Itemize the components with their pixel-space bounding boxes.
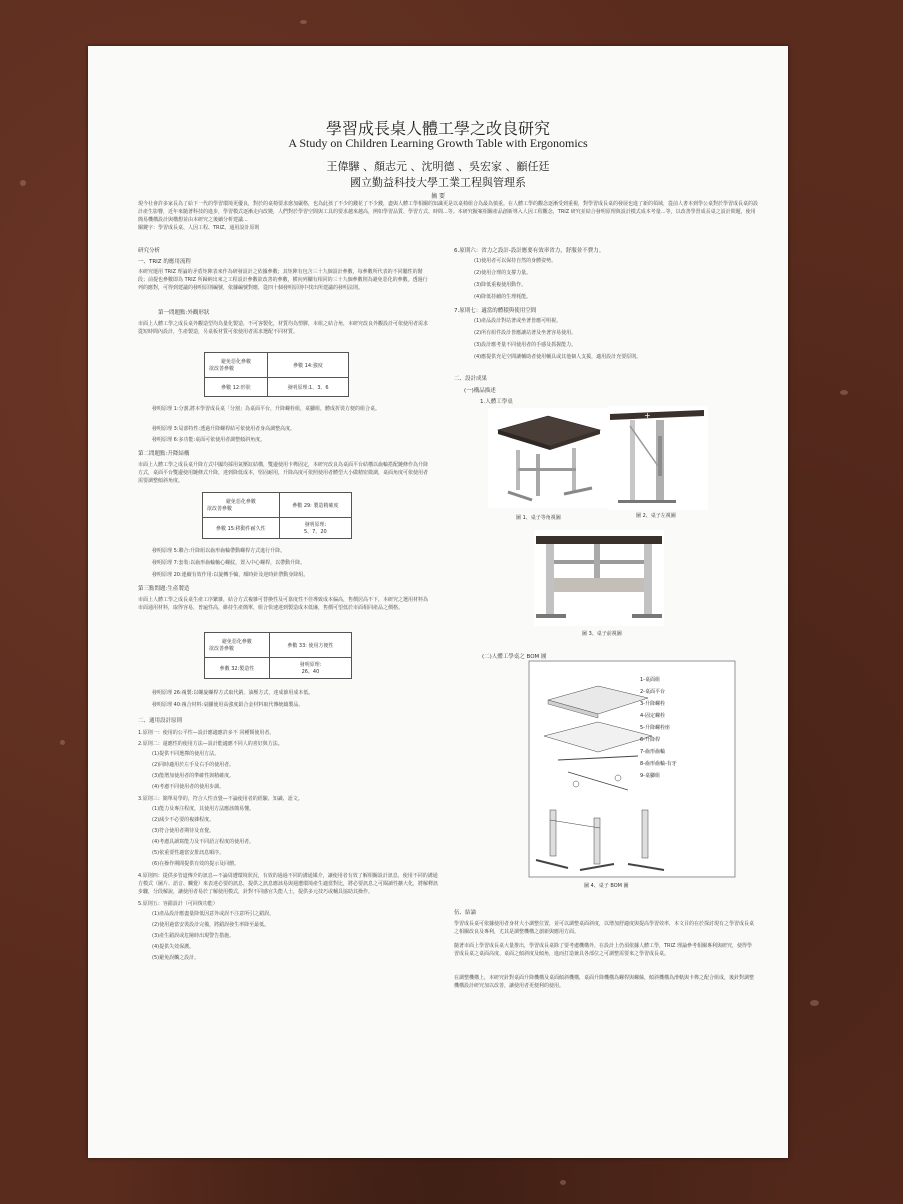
wall-spot <box>60 740 65 745</box>
figure-4-caption: 圖 4、桌子 BOM 圖 <box>584 883 629 889</box>
principle-heading: 6.原則六：省力之設計-設計應要有效率省力，舒服並不費力。 <box>454 248 605 254</box>
principle-note: 發明原理 3:局部特性:透過升降螺桿結可依使用者身高調整高度。 <box>152 426 296 432</box>
matrix-cell: 參數 12:形狀 <box>205 378 268 397</box>
poster-title-english: A Study on Children Learning Growth Table with Ergonomics <box>288 136 588 150</box>
matrix-cell: 發明原理:1、3、6 <box>267 378 348 397</box>
principle-item: (2)所有組件設計皆應讓站著及坐著容易使用。 <box>474 330 577 336</box>
figure-3-front-view <box>534 530 664 626</box>
principle-note: 發明原理 6:多功能:桌面可依使用者調整傾斜角度。 <box>152 437 266 443</box>
problem-heading: 第二問題點:升降結構 <box>138 451 190 457</box>
wall-spot <box>810 1000 819 1006</box>
matrix-cell: 5、7、20 <box>303 529 327 535</box>
wall-spot <box>20 180 26 186</box>
section-heading: 研究分析 <box>138 248 161 254</box>
figure-2-caption: 圖 2、桌子左視圖 <box>636 513 676 519</box>
author-list: 王偉驊 、顏志元 、沈明德 、吳宏家 、顧任廷 <box>326 160 550 173</box>
principle-item: (1)使用者可以保持自然的身體姿勢。 <box>474 258 557 264</box>
matrix-cell: 參數 29: 製造精確度 <box>279 493 351 518</box>
principle-item: (4)降低持續的生理耗能。 <box>474 294 532 300</box>
principle-item: (3)產生錯誤或危險時出現警告措施。 <box>152 933 235 939</box>
principle-item: (3)能增加使用者的準確性與精確度。 <box>152 773 235 779</box>
principle-item: 2.原則二：還應性的使用方法—設計能適應不同人的喜好與方法。 <box>138 741 283 747</box>
problem-heading: 第三點問題:生產製造 <box>138 586 190 592</box>
principle-item: (4)應提供充足空間讓輔助者使用輔具或其他個人支援，適用設計充要原則。 <box>474 354 642 360</box>
principle-item: (2)使用過當安裝設計完備，將錯誤發生率降至最低。 <box>152 922 270 928</box>
bom-label: 2-桌面平台 <box>640 689 665 695</box>
matrix-cell: 參數 14:強度 <box>267 353 348 378</box>
matrix-header: 避免惡化參數 <box>220 359 251 365</box>
matrix-header: 欲改善參數 <box>207 506 233 512</box>
figure-2-side-view <box>608 406 708 510</box>
abstract-text: 現今社會許多家長為了給下一代的學習環境更優良，對於的桌椅要求愈加嚴格，也為此孩了不少的錢花了不少錢，盡與人體工學相關的知識更是以桌椅組合為最為慎重。在人體工學的觀念逐漸受到重視，對學習成長桌的發展也進了新的領域，從前人書本到學公桌對於學習成長桌的設計產生影響，近年來隨著科技的進步，學習模式逐漸走向改變，人們對於學習空間與工具的要求越來越高，例如學習品質、學習方式、時間...等。本研究擬案相關產品創新導入人因工程觀念，TRIZ 研究並結合發明原理與設計模式成本考量...等，以改善學習成長桌之設計問題，使用簡易機構設計與構想並由本研究之後續分析建議... <box>138 201 759 223</box>
contradiction-matrix-3 <box>204 632 352 679</box>
conclusion-paragraph: 隨著市面上學習成長桌大量推出，學習成長桌除了要考慮機構外，在設計上仍須依據人體工學，TRIZ 理論參考相關專利與研究，使得學習成長桌之桌面高度、桌面之傾斜度及傾角，進而打造兼具各部位之可調整需要來之學習成長桌。 <box>454 943 753 957</box>
matrix-header: 欲改善參數 <box>209 366 235 372</box>
principle-heading: 7.原則七：適當的體積與使用空間 <box>454 308 537 314</box>
principle-item: (1)能力及專注程度，其使用方法應該簡易懂。 <box>152 806 255 812</box>
principle-item: (1)提供不同選擇的使用方法。 <box>152 751 220 757</box>
matrix-cell: 參數 33: 使用方便性 <box>269 633 351 658</box>
principle-item: (2)減少不必要的複雜程度。 <box>152 817 215 823</box>
wall-spot <box>560 1180 566 1185</box>
principle-item: (2)同時適用於左手及右手的使用者。 <box>152 762 235 768</box>
matrix-cell: 參數 15:移動件耐久性 <box>203 518 280 539</box>
contradiction-matrix-2 <box>202 492 352 539</box>
bom-label: 4-固定螺栓 <box>640 713 665 719</box>
bom-label: 1-桌面組 <box>640 677 660 683</box>
principle-item: 1.原則一：使用的公平性—設計應適應許多不 同種類使用者。 <box>138 730 275 736</box>
bom-label: 9-桌腳組 <box>640 773 660 779</box>
bom-label: 8-齒形齒輪-有牙 <box>640 761 677 767</box>
keywords: 關鍵字：學習成長桌、人因工程、TRIZ、通用設計原則 <box>138 225 260 231</box>
principle-item: (2)使用合理的支撐力量。 <box>474 270 532 276</box>
principle-note: 發明原理 7:套裝:以齒形齒輪軸心螺紋，置入中心螺桿，以帶動升降。 <box>152 560 306 566</box>
abstract-heading: 摘 要 <box>431 193 445 200</box>
principle-item: 4.原則四：提供多管道傳介的訊息—不論周遭環境狀況，有效的過過不同的溝通媒介，讓使用者有效了解相關設計訊息，使用不同的溝通方模式（圖片、語音、觸覺）來表達必要的訊息，提供之訊息應該易與週遭環境產生適當對比，將必要訊息之可閱讀性擴大化，將解釋訊步驟，分段解說，讓使用者易於了解使用模式，針對不同感官失能人士，提供多元技巧或輔具協助其操作。 <box>138 873 439 895</box>
section-heading: 二、通用設計原則 <box>138 718 183 724</box>
paragraph: 市面上人體工學之成長桌升降方式中國均採用氣壓缸結構，雙邊使用卡榫固定，本研究改良為桌面平台結構以齒輪搭配鏈條作為升降方式，桌面平台雙邊使用鏈條式升降，達到降低成本，堅固耐用，升降高度可依照使用者體型大小做精密微調，桌面角度可依使用者需要調整傾斜角度。 <box>138 462 429 484</box>
matrix-cell: 發明原理: <box>299 662 322 668</box>
principle-item: (4)考慮不同使用者的使用步調。 <box>152 784 225 790</box>
section-heading: 二、設計成果 <box>454 376 488 382</box>
principle-item: (1)產品設計應盡量降低因意外或誤不注意所引之錯誤。 <box>152 911 275 917</box>
principle-note: 發明原理 40:複合材料:桌腳使用高強度鋁合金材料取代傳統鑄製品。 <box>152 702 304 708</box>
principle-note: 發明原理 26:複製:以螺旋螺桿方式取代銷、油壓方式，達成節用成本低。 <box>152 690 314 696</box>
principle-item: (5)避免誤觸之設計。 <box>152 955 200 961</box>
figure-1-caption: 圖 1、桌子等角視圖 <box>516 515 561 521</box>
principle-item: (6)在操作期間提供有效的提示及回饋。 <box>152 861 240 867</box>
principle-note: 發明原理 5:聯合:升降組以齒形齒輪帶動螺桿方式進行升降。 <box>152 548 286 554</box>
principle-note: 發明原理 20:連續有效作用:以旋轉手輪，順時針及逆時針帶動身降組。 <box>152 572 309 578</box>
subsection-heading: (一)構品描述 <box>464 388 496 394</box>
poster-title: 學習成長桌人體工學之改良研究 <box>325 119 550 138</box>
affiliation: 國立勤益科技大學工業工程與管理系 <box>350 176 526 189</box>
problem-heading: 第一問題點:外觀形狀 <box>158 310 210 316</box>
bom-label: 6-升降桿 <box>640 737 660 743</box>
bom-label: 5-升降螺栓座 <box>640 725 670 731</box>
research-poster <box>88 46 788 1158</box>
principle-item: (3)設計應考量不同使用者的手感及抓握能力。 <box>474 342 577 348</box>
principle-item: (3)降低重複使用動作。 <box>474 282 527 288</box>
principle-item: (1)產品設計對站著或坐著皆應可明視。 <box>474 318 562 324</box>
paragraph: 市面上人體工學之成長桌外觀造型均為量化製造，不可客製化，材質均為塑膠，本組之結合角，本研究改良外觀設計可依使用者需求從短時間內設計，生產製造，另桌板材質可依使用者需求選配不同材質。 <box>138 321 429 335</box>
matrix-cell: 26、40 <box>301 669 320 675</box>
principle-note: 發明原理 1:分割,將本學習成長桌「分割」為桌面平台，升降螺栓組，桌腳組，體成折裝方便的組合桌。 <box>152 406 381 412</box>
contradiction-matrix-1 <box>204 352 349 397</box>
principle-item: 5.原則五：容錯設計（可回復功能） <box>138 901 218 907</box>
bom-label: 7-齒形齒輪 <box>640 749 665 755</box>
matrix-header: 避免惡化參數 <box>225 499 256 505</box>
principle-item: 3.原則三：簡單易學的，符合人性直覺—不論使用者的經驗、知識、語文。 <box>138 796 303 802</box>
figure-1-isometric-view <box>488 408 608 508</box>
section-heading: 伍、結論 <box>454 910 477 916</box>
principle-item: (5)依重要性適當安排訊息順序。 <box>152 850 225 856</box>
subsection-heading: 1.人體工學桌 <box>480 399 513 405</box>
paragraph: 市面上人體工學之成長桌生產工序繁雜，結合方式複雜可替換性及可靠度性不佳導致成本偏高，售價居高不下，本研究之選用材料為市面通用材料，取得容易，普遍性高，維持生產簡單，組合快速達到製造成本低廉，售價可望低於市面相同產品之價格。 <box>138 597 429 611</box>
wall-spot <box>300 20 307 24</box>
subsection-heading: 一、TRIZ 的應用流程 <box>138 259 191 265</box>
svg-text:+: + <box>644 411 651 420</box>
matrix-cell: 參數 32:製造性 <box>205 658 270 679</box>
wall-spot <box>840 390 848 395</box>
subsection-heading: (二)人體工學桌之 BOM 圖 <box>482 654 547 660</box>
matrix-header: 避免惡化參數 <box>221 639 252 645</box>
figure-4-bom-exploded-view <box>528 660 736 878</box>
conclusion-paragraph: 學習成長桌可依據使用者身材大小調整位置，並可以調整桌面斜度，以增加舒適度與提高學習效率，本文目的在於探討現有之學習成長桌之相關改良及專利，尤其是調整機構之創新與應用方面。 <box>454 921 755 935</box>
matrix-header: 欲改善參數 <box>209 646 235 652</box>
conclusion-paragraph: 在調整機構上，本研究針對桌面升降機構及桌面傾斜機構，桌面升降機構為螺桿與螺絲，傾斜機構為滑軌與卡榫之配合組成，後針對調整機構設計研究加以改善，讓使用者更便利的使用。 <box>454 975 755 989</box>
matrix-cell: 發明原理: <box>304 522 327 528</box>
paragraph: 本研究運用 TRIZ 理論的矛盾矩陣表來作為研發設計之依據參數；其矩陣有包含三十九個設計參數，每參數所代表的不同屬性的階段；前提也參數即為 TRIZ 所歸納出來之工程設計參數欲改善的參數，横向列欄有相同的三十九個參數則為避免惡化的參數。透過行列的應對，可得到建議的發明原則編號，依據編號對應，從四十個發明原則中找出所建議的發明法則。 <box>138 269 428 291</box>
figure-3-caption: 圖 3、桌子前視圖 <box>582 631 622 637</box>
principle-item: (3)符合使用者期待及直覺。 <box>152 828 215 834</box>
bom-label: 3-升降螺栓 <box>640 701 665 707</box>
principle-item: (4)提供失效保護。 <box>152 944 195 950</box>
principle-item: (4)考慮具讀寫能力及不同語言程度的使用者。 <box>152 839 255 845</box>
